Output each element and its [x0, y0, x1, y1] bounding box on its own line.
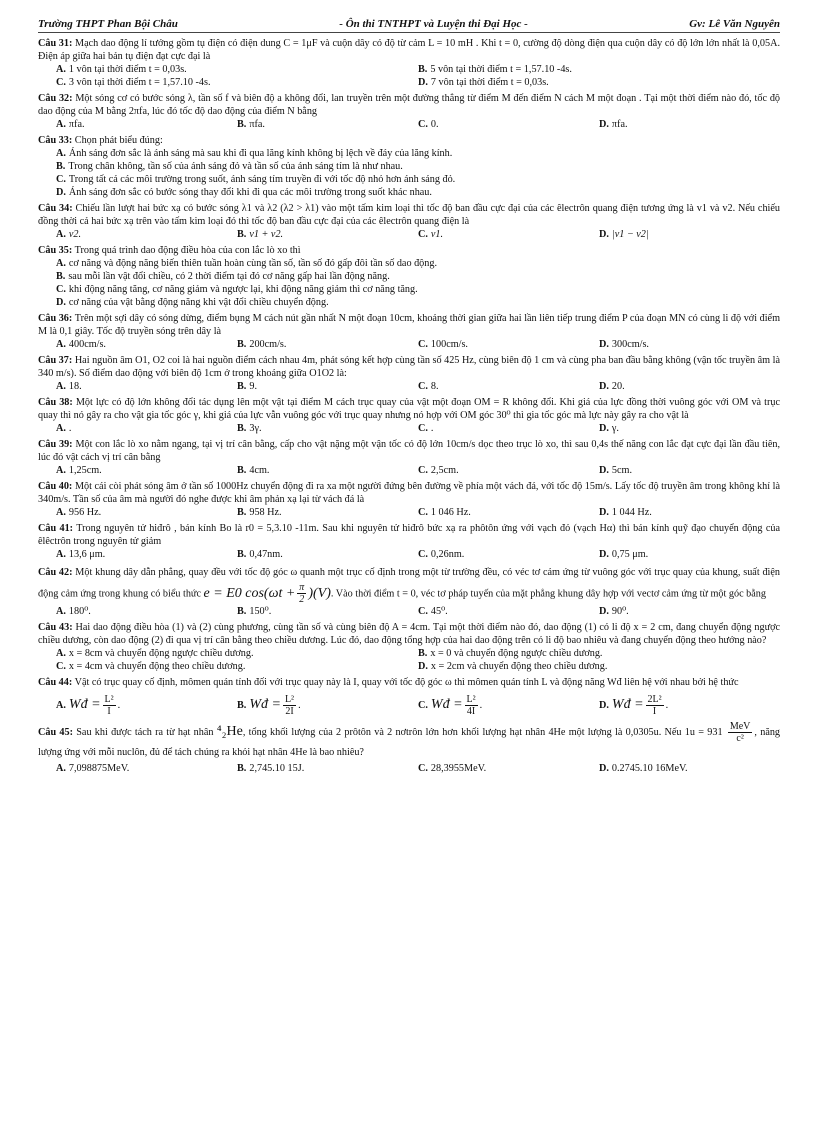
option-c[interactable]: C. 28,3955MeV. — [418, 763, 487, 774]
option-a[interactable]: A. 956 Hz. — [56, 507, 102, 518]
option-c[interactable]: C. v1. — [418, 229, 444, 240]
question-stem — [38, 202, 780, 228]
options — [38, 693, 780, 718]
exam-title: - Ôn thi TNTHPT và Luyện thi Đại Học - — [339, 18, 528, 30]
option-d[interactable]: D. Wđ = $\frac{\text{2L²}}{I}$ . — [599, 694, 669, 718]
question-number: Câu 36: — [38, 313, 73, 324]
option-c[interactable]: C. 0,26nm. — [418, 549, 465, 560]
question-38 — [38, 396, 780, 435]
option-d[interactable]: D. 20. — [599, 381, 625, 392]
question-number: Câu 31: — [38, 38, 73, 49]
question-31 — [38, 37, 780, 89]
option-a[interactable]: A. 1,25cm. — [56, 465, 102, 476]
option-b[interactable]: B. 958 Hz. — [237, 507, 282, 518]
option-c[interactable]: C. . — [418, 423, 434, 434]
option-a[interactable]: A. . — [56, 423, 72, 434]
question-number: Câu 42: — [38, 567, 73, 578]
question-number: Câu 33: — [38, 135, 73, 146]
question-37 — [38, 354, 780, 393]
helium-nuclide: ⁴₂He — [216, 723, 243, 739]
question-text: Hai dao động điều hòa (1) và (2) cùng phương, cùng tần số và cùng biên độ A = 4cm. Tại một thời điểm nào đó, dao động (1) có li độ x = 2 cm, đang chuyển động ngược chiều dương, còn dao động (2) đi qua vị trí cân bằng theo chiều dương. Lúc đó, dao động tổng hợp của hai dao động trên có li độ bao nhiêu và đang chuyển động theo hướng nào? — [38, 622, 781, 646]
options — [38, 118, 780, 131]
question-number: Câu 37: — [38, 355, 73, 366]
phase-fraction: $\frac{\pi}{2}$ — [299, 582, 305, 605]
option-a[interactable]: A. x = 8cm và chuyển động ngược chiều dương. — [56, 648, 254, 659]
question-number: Câu 39: — [38, 439, 73, 450]
question-stem — [38, 676, 780, 689]
option-c[interactable]: C. 0. — [418, 119, 439, 130]
option-a[interactable]: A. 7,098875MeV. — [56, 763, 130, 774]
option-c[interactable]: C. 8. — [418, 381, 439, 392]
options — [38, 63, 780, 89]
options — [38, 228, 780, 241]
question-number: Câu 35: — [38, 245, 73, 256]
question-text: Một khung dây dẫn phẳng, quay đều với tốc độ góc ω quanh một trục cố định trong một từ trường đều, có véc tơ cảm ứng từ vuông góc với trục quay của khung, suất điện động cảm ứng trong khung có biểu thức — [38, 567, 780, 600]
option-b[interactable]: B. x = 0 và chuyển động ngược chiều dương. — [418, 648, 603, 659]
question-stem — [38, 480, 780, 506]
option-d[interactable]: D. cơ năng của vật bằng động năng khi vật đổi chiều chuyển động. — [56, 297, 329, 308]
question-stem — [38, 396, 780, 422]
option-b[interactable]: B. 200cm/s. — [237, 339, 287, 350]
options — [38, 548, 780, 561]
option-b[interactable]: B. 3γ. — [237, 423, 262, 434]
question-number: Câu 40: — [38, 481, 73, 492]
option-d[interactable]: D. 1 044 Hz. — [599, 507, 652, 518]
option-c[interactable]: C. 2,5cm. — [418, 465, 459, 476]
option-b[interactable]: B. v1 + v2. — [237, 229, 284, 240]
question-45 — [38, 721, 780, 775]
option-b[interactable]: B. 9. — [237, 381, 257, 392]
option-a[interactable]: A. Wđ = $\frac{\text{L²}}{I}$ . — [56, 694, 121, 718]
option-c[interactable]: C. Trong tất cả các môi trường trong suốt, ánh sáng tím truyền đi với tốc độ nhỏ hơn ánh sáng đỏ. — [56, 174, 456, 185]
question-number: Câu 34: — [38, 203, 73, 214]
page-header — [38, 18, 780, 33]
question-number: Câu 44: — [38, 677, 73, 688]
options — [38, 605, 780, 618]
question-stem — [38, 312, 780, 338]
question-stem — [38, 134, 780, 147]
question-text-end: , năng lượng ứng với mỗi nuclôn, đủ để tách chúng ra khỏi hạt nhân 4He là bao nhiêu? — [38, 726, 781, 758]
formula-fraction: $\frac{\text{L²}}{2I}$ — [284, 694, 295, 718]
option-b[interactable]: B. 2,745.10 15J. — [237, 763, 305, 774]
question-stem — [38, 244, 780, 257]
question-number: Câu 41: — [38, 523, 74, 534]
option-b[interactable]: B. 5 vôn tại thời điểm t = 1,57.10 -4s. — [418, 64, 572, 75]
question-number: Câu 32: — [38, 93, 73, 104]
question-stem — [38, 438, 780, 464]
formula-fraction: $\frac{\text{L²}}{I}$ — [104, 694, 114, 718]
question-number: Câu 45: — [38, 726, 73, 738]
option-a[interactable]: A. v2. — [56, 229, 82, 240]
option-d[interactable]: D. γ. — [599, 423, 619, 434]
option-c[interactable]: C. 3 vôn tại thời điểm t = 1,57.10 -4s. — [56, 77, 211, 88]
options — [38, 338, 780, 351]
option-c[interactable]: C. khi động năng tăng, cơ năng giảm và ngược lại, khi động năng giảm thì cơ năng tăng. — [56, 284, 418, 295]
question-text: Vật có trục quay cố định, mômen quán tính đối với trục quay này là I, quay với tốc độ góc ω thì mômen quán tính L và động năng Wđ liên hệ với nhau bởi hệ thức — [74, 677, 739, 688]
option-b[interactable]: B. 150⁰. — [237, 606, 272, 617]
question-44 — [38, 676, 780, 718]
question-text: Trên một sợi dây có sóng dừng, điểm bụng M cách nút gần nhất N một đoạn 10cm, khoảng thời gian giữa hai lần liên tiếp trung điểm P của đoạn MN có cùng li độ với điểm M là 0,1 giây. Tốc độ truyền sóng trên dây là — [38, 313, 780, 337]
options — [38, 762, 780, 775]
question-number: Câu 38: — [38, 397, 73, 408]
teacher-name: Gv: Lê Văn Nguyên — [689, 18, 780, 30]
question-41 — [38, 522, 780, 561]
question-text: Một cái còi phát sóng âm ở tần số 1000Hz chuyển động đi ra xa một người đứng bên đường về phía một vách đá, với tốc độ 15m/s. Lấy tốc độ truyền âm trong không khí là 340m/s. Tần số của âm mà người đó nghe được khi âm phản xạ lại từ vách đá là — [38, 481, 781, 505]
option-c[interactable]: C. 45⁰. — [418, 606, 448, 617]
option-b[interactable]: B. Wđ = $\frac{\text{L²}}{2I}$ . — [237, 694, 301, 718]
question-text: Chiếu lần lượt hai bức xạ có bước sóng λ1 và λ2 (λ2 > λ1) vào một tấm kim loại thì tốc độ ban đầu cực đại của các êlectrôn quang điện tương ứng là v1 và v2. Nếu chiếu đồng thời cả hai bức xạ trên vào tấm kim loại đó thì tốc độ ban đầu cực đại của các êlectrôn quang điện là — [38, 203, 780, 227]
options — [38, 147, 780, 199]
question-text: Hai nguồn âm O1, O2 coi là hai nguồn điểm cách nhau 4m, phát sóng kết hợp cùng tần số 425 Hz, cùng biên độ 1 cm và cùng pha ban đầu bằng không (vận tốc truyền âm là 340 m/s). Số điểm dao động với biên độ 1cm ở trong khoảng giữa O1O2 là: — [38, 355, 781, 379]
option-d[interactable]: D. 90⁰. — [599, 606, 629, 617]
option-d[interactable]: D. |v1 − v2| — [599, 229, 649, 240]
options — [38, 464, 780, 477]
question-text-cont: , tổng khối lượng của 2 prôtôn và 2 nơtrôn lớn hơn khối lượng hạt nhân 4He một lượng là 0,0305u. Nếu 1u = 931 — [242, 726, 723, 738]
question-43 — [38, 621, 780, 673]
question-42 — [38, 564, 780, 618]
option-d[interactable]: D. 0.2745.10 16MeV. — [599, 763, 688, 774]
options — [38, 647, 780, 673]
unit-fraction: $\frac{\text{MeV}}{\text{c²}}$ — [729, 721, 751, 744]
question-stem — [38, 522, 780, 548]
options — [38, 422, 780, 435]
option-d[interactable]: D. 5cm. — [599, 465, 632, 476]
option-d[interactable]: D. x = 2cm và chuyển động theo chiều dương. — [418, 661, 608, 672]
option-d[interactable]: D. 0,75 μm. — [599, 549, 649, 560]
emf-formula: e = E0 cos(ωt + $\frac{\pi}{2}$ )(V) — [203, 582, 331, 605]
question-stem — [38, 721, 780, 762]
question-stem — [38, 621, 780, 647]
option-b[interactable]: B. πfa. — [237, 119, 265, 130]
options — [38, 506, 780, 519]
option-c[interactable]: C. x = 4cm và chuyển động theo chiều dương. — [56, 661, 246, 672]
options — [38, 257, 780, 309]
question-text: Chọn phát biểu đúng: — [74, 135, 163, 146]
question-40 — [38, 480, 780, 519]
option-b[interactable]: B. 0,47nm. — [237, 549, 283, 560]
exam-page — [38, 18, 780, 778]
question-33 — [38, 134, 780, 199]
option-a[interactable]: A. 13,6 μm. — [56, 549, 106, 560]
question-number: Câu 43: — [38, 622, 73, 633]
option-d[interactable]: D. 300cm/s. — [599, 339, 649, 350]
question-text: Trong quá trình dao động điều hòa của con lắc lò xo thì — [74, 245, 301, 256]
option-b[interactable]: B. Trong chân không, tần số của ánh sáng đỏ và tần số của ánh sáng tím là như nhau. — [56, 161, 403, 172]
school-name: Trường THPT Phan Bội Châu — [38, 18, 178, 30]
option-d[interactable]: D. 7 vôn tại thời điểm t = 0,03s. — [418, 77, 549, 88]
option-d[interactable]: D. Ánh sáng đơn sắc có bước sóng thay đổi khi đi qua các môi trường trong suốt khác nhau. — [56, 187, 432, 198]
option-c[interactable]: C. 1 046 Hz. — [418, 507, 471, 518]
question-stem — [38, 564, 780, 605]
option-c[interactable]: C. 100cm/s. — [418, 339, 468, 350]
question-39 — [38, 438, 780, 477]
question-32 — [38, 92, 780, 131]
question-36 — [38, 312, 780, 351]
option-a[interactable]: A. 180⁰. — [56, 606, 91, 617]
question-stem — [38, 92, 780, 118]
option-a[interactable]: A. 1 vôn tại thời điểm t = 0,03s. — [56, 64, 187, 75]
question-stem — [38, 354, 780, 380]
option-d[interactable]: D. πfa. — [599, 119, 628, 130]
question-text: Mạch dao động lí tưởng gồm tụ điện có điện dung C = 1μF và cuộn dây có độ từ cảm L = 10 mH . Khi t = 0, cường độ dòng điện qua cuộn dây có độ lớn lớn nhất là 0,05A. Điện áp giữa hai bản tụ điện đạt cực đại là — [38, 38, 780, 62]
question-text: Một lực có độ lớn không đổi tác dụng lên một vật tại điểm M cách trục quay của vật một đoạn OM = R không đổi. Khi giá của lực đồng thời vuông góc với OM và trục quay thì nó gây ra cho vật gia tốc góc γ, khi giá của lực vẫn vuông góc với trục quay nhưng nó hợp với OM góc 30⁰ thì gia tốc góc mà lực này gây ra cho vật là — [38, 397, 780, 421]
question-text: Sau khi được tách ra từ hạt nhân — [76, 726, 214, 738]
option-c[interactable]: C. Wđ = $\frac{\text{L²}}{4I}$ . — [418, 694, 483, 718]
option-b[interactable]: B. sau mỗi lần vật đổi chiều, có 2 thời điểm tại đó cơ năng gấp hai lần động năng. — [56, 271, 390, 282]
question-text-cont: . Vào thời điểm t = 0, véc tơ pháp tuyến của mặt phẳng khung dây hợp với vectơ cảm ứng từ một góc bằng — [330, 588, 766, 600]
formula-fraction: $\frac{\text{2L²}}{I}$ — [647, 694, 662, 718]
option-a[interactable]: A. Ánh sáng đơn sắc là ánh sáng mà sau khi đi qua lăng kính không bị lệch về đáy của lăng kính. — [56, 148, 453, 159]
question-stem — [38, 37, 780, 63]
option-a[interactable]: A. cơ năng và động năng biến thiên tuần hoàn cùng tần số, tần số đó gấp đôi tần số dao động. — [56, 258, 438, 269]
question-35 — [38, 244, 780, 309]
question-34 — [38, 202, 780, 241]
question-text: Một sóng cơ có bước sóng λ, tần số f và biên độ a không đổi, lan truyền trên một đường thẳng từ điểm M đến điểm N cách M một đoạn . Tại một thời điểm nào đó, tốc độ dao động của M bằng 2πfa, lúc đó tốc độ dao động của điểm N bằng — [38, 93, 781, 117]
option-b[interactable]: B. 4cm. — [237, 465, 270, 476]
option-a[interactable]: A. 400cm/s. — [56, 339, 106, 350]
question-text: Một con lắc lò xo nằm ngang, tại vị trí cân bằng, cấp cho vật nặng một vận tốc có độ lớn 10cm/s dọc theo trục lò xo, thì sau 0,4s thế năng con lắc đạt cực đại lần đầu tiên, lúc đó vật cách vị trí cân bằng — [38, 439, 781, 463]
formula-fraction: $\frac{\text{L²}}{4I}$ — [466, 694, 476, 718]
question-text: Trong nguyên tử hiđrô , bán kính Bo là r0 = 5,3.10 -11m. Sau khi nguyên tử hiđrô bức xạ ra phôtôn ứng với vạch đỏ (vạch Hα) thì bán kính quỹ đạo chuyển động của êlêctrôn trong nguyên tử giảm — [38, 523, 780, 547]
option-a[interactable]: A. πfa. — [56, 119, 85, 130]
option-a[interactable]: A. 18. — [56, 381, 82, 392]
options — [38, 380, 780, 393]
